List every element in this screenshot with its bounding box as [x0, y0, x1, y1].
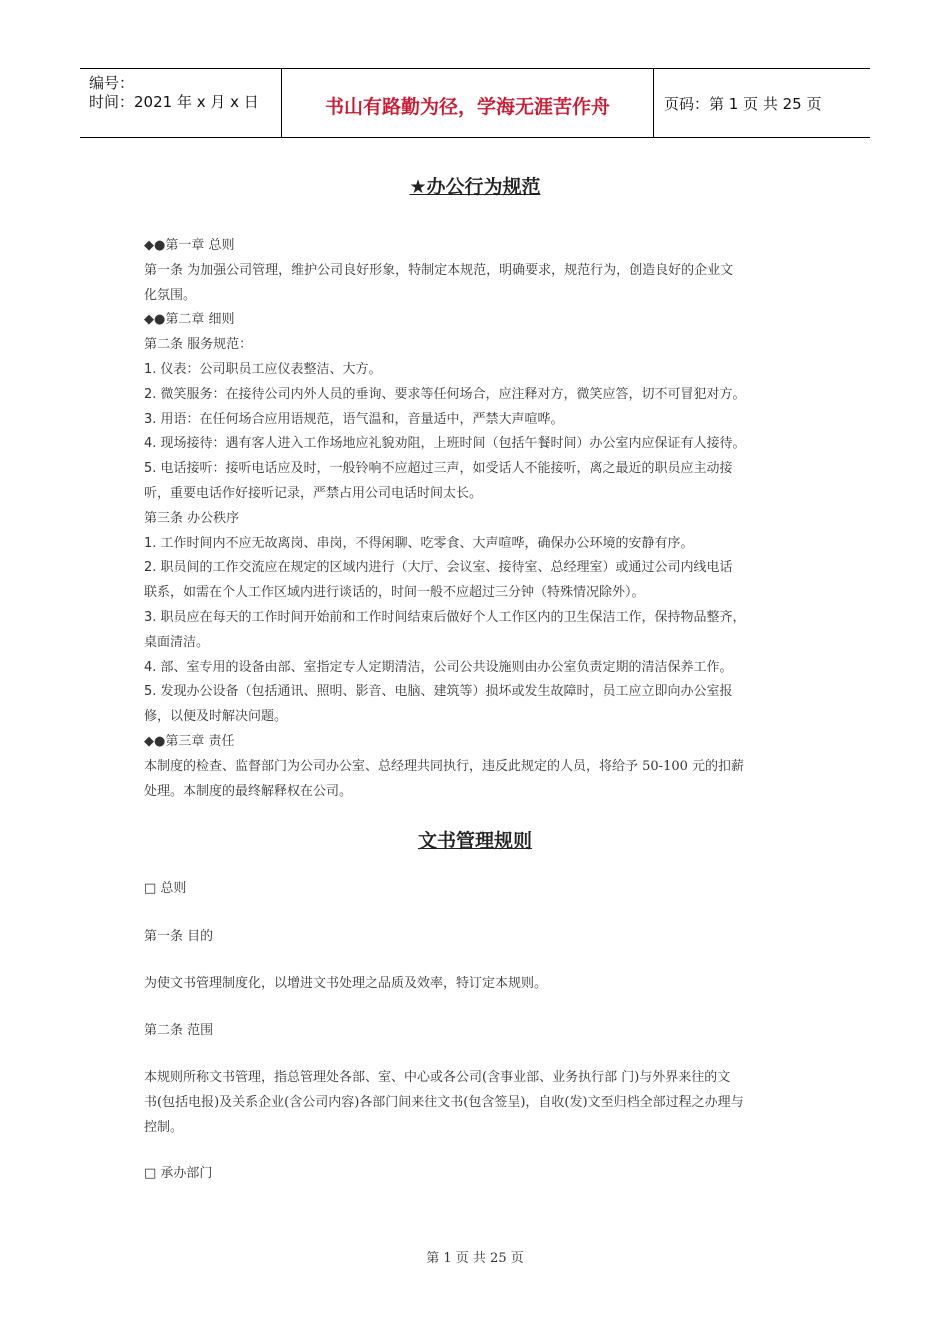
line-text: 发现办公设备（包括通讯、照明、影音、电脑、建筑等）损坏或发生故障时，员工应立即向办公室报 — [156, 684, 733, 700]
list-number: 4. — [144, 659, 157, 675]
office-conduct-line — [144, 259, 733, 278]
office-conduct-line — [144, 556, 733, 575]
line-text: 处理。本制度的最终解释权在公司。 — [144, 783, 353, 799]
page-header — [80, 68, 870, 138]
line-text: 联系，如需在个人工作区域内进行谈话的，时间一般不应超过三分钟（特殊情况除外）。 — [144, 585, 645, 601]
line-text: 部、室专用的设备由部、室指定专人定期清洁，公司公共设施则由办公室负责定期的清洁保养工作。 — [156, 659, 733, 675]
office-conduct-line — [144, 234, 234, 253]
list-number: 3. — [144, 411, 157, 427]
motto-text: 书山有路勤为径，学海无涯苦作舟 — [324, 96, 610, 118]
line-text: 电话接听：接听电话应及时，一般铃响不应超过三声，如受话人不能接听，离之最近的职员应主动接 — [156, 461, 733, 477]
line-text: □ 承办部门 — [144, 1166, 213, 1181]
line-text: 本制度的检查、监督部门为公司办公室、总经理共同执行，违反此规定的人员，将给予 50-100 元的扣薪 — [144, 758, 745, 774]
list-number: 5. — [144, 684, 157, 700]
document-rules-line — [144, 972, 547, 991]
list-number: 4. — [144, 436, 157, 452]
office-conduct-line — [144, 333, 252, 352]
line-text: 修，以便及时解决问题。 — [144, 709, 288, 725]
line-text: 职员应在每天的工作时间开始前和工作时间结束后做好个人工作区内的卫生保洁工作，保持物品整齐， — [156, 610, 746, 625]
line-text: 第三条 办公秩序 — [144, 510, 240, 526]
line-text: 现场接待：遇有客人进入工作场地应礼貌劝阻，上班时间（包括午餐时间）办公室内应保证有人接待。 — [156, 436, 746, 452]
line-text: 为使文书管理制度化，以增进文书处理之品质及效率，特订定本规则。 — [144, 976, 548, 991]
list-number: 2. — [144, 560, 157, 576]
office-conduct-line — [144, 656, 733, 675]
office-conduct-line — [144, 457, 733, 476]
line-text: 职员间的工作交流应在规定的区域内进行（大厅、会议室、接待室、总经理室）或通过公司内线电话 — [156, 560, 733, 576]
office-conduct-line — [144, 507, 239, 526]
office-conduct-line — [144, 532, 694, 551]
section-title-document-rules: 文书管理规则 — [417, 830, 532, 852]
line-text: 微笑服务：在接待公司内外人员的垂询、要求等任何场合，应注释对方，微笑应答，切不可冒犯对方。 — [156, 386, 746, 402]
line-text: 第二条 范围 — [144, 1023, 214, 1038]
document-rules-line — [144, 1116, 183, 1135]
office-conduct-line — [144, 358, 382, 377]
office-conduct-line — [144, 482, 482, 501]
document-date: 时间：2021 年 x 月 x 日 — [89, 93, 259, 111]
line-text: 桌面清洁。 — [144, 634, 210, 650]
line-text: 本规则所称文书管理，指总管理处各部、室、中心或各公司(含事业部、业务执行部 门)与外界来往的文 — [144, 1070, 731, 1085]
line-text: ◆●第二章 细则 — [144, 312, 235, 328]
office-conduct-line — [144, 284, 196, 303]
line-text: ◆●第三章 责任 — [144, 734, 235, 749]
office-conduct-line — [144, 680, 733, 699]
office-conduct-line — [144, 705, 287, 724]
line-text: 仪表：公司职员工应仪表整洁、大方。 — [156, 362, 382, 377]
document-number-label: 编号： — [89, 74, 135, 92]
line-text: ◆●第一章 总则 — [144, 238, 235, 253]
line-text: 第一条 为加强公司管理，维护公司良好形象，特制定本规范，明确要求，规范行为，创造良好的企业文 — [144, 262, 734, 278]
office-conduct-line — [144, 606, 746, 625]
office-conduct-line — [144, 383, 746, 402]
page-number-info: 页码：第 1 页 共 25 页 — [664, 95, 822, 113]
document-rules-line — [144, 925, 213, 944]
office-conduct-line — [144, 581, 645, 600]
document-rules-line — [144, 1091, 744, 1110]
list-number: 5. — [144, 461, 157, 477]
line-text: 听，重要电话作好接听记录，严禁占用公司电话时间太长。 — [144, 486, 483, 501]
list-number: 2. — [144, 386, 157, 402]
header-info-cell — [80, 69, 282, 137]
line-text: 书(包括电报)及关系企业(含公司内容)各部门间来往文书(包含签呈)，自收(发)文至归档全部过程之办理与 — [144, 1095, 744, 1110]
office-conduct-line — [144, 408, 564, 427]
line-text: 化氛围。 — [144, 287, 197, 303]
line-text: 工作时间内不应无故离岗、串岗，不得闲聊、吃零食、大声喧哗，确保办公环境的安静有序。 — [156, 535, 694, 551]
section-title-office-conduct: ★办公行为规范 — [409, 176, 541, 198]
page-footer: 第 1 页 共 25 页 — [426, 1251, 524, 1266]
line-text: 第二条 服务规范： — [144, 337, 253, 353]
office-conduct-line — [144, 631, 209, 650]
line-text: 控制。 — [144, 1120, 184, 1135]
list-number: 1. — [144, 535, 157, 551]
document-rules-line — [144, 1066, 730, 1085]
list-number: 3. — [144, 610, 157, 625]
office-conduct-line — [144, 432, 746, 451]
office-conduct-line — [144, 308, 234, 327]
office-conduct-line — [144, 730, 234, 749]
line-text: 用语：在任何场合应用语规范，语气温和，音量适中，严禁大声喧哗。 — [156, 411, 564, 427]
list-number: 1. — [144, 362, 157, 377]
office-conduct-line — [144, 755, 744, 774]
office-conduct-line — [144, 780, 352, 799]
document-rules-line — [144, 1162, 212, 1181]
line-text: 第一条 目的 — [144, 929, 214, 944]
document-rules-line — [144, 877, 186, 896]
line-text: □ 总则 — [144, 881, 187, 896]
header-motto-cell — [282, 69, 654, 137]
header-page-cell — [655, 69, 870, 137]
document-rules-line — [144, 1019, 213, 1038]
